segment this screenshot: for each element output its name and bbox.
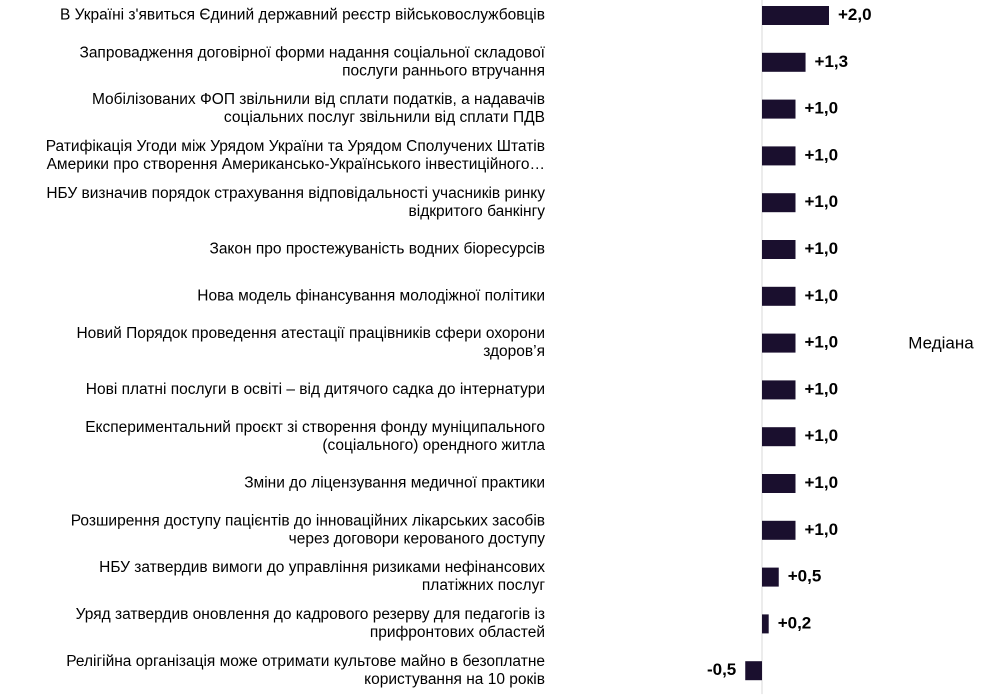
value-label: +1,0 (804, 379, 839, 399)
category-label-line: Розширення доступу пацієнтів до інноваційних лікарських засобів (70, 512, 545, 530)
value-label: +1,3 (814, 51, 849, 71)
bar (762, 334, 796, 353)
category-label (209, 241, 545, 258)
category-label-line: Мобілізованих ФОП звільнили від сплати податків, а надавачів (91, 91, 545, 109)
bar-row (209, 239, 838, 259)
bar-row (46, 185, 838, 220)
legend-label: Медіана (908, 333, 974, 353)
bar-row (76, 606, 812, 641)
value-label: +1,0 (804, 285, 839, 305)
category-label-line: користування на 10 років (364, 670, 545, 688)
category-label (76, 325, 545, 360)
category-label (99, 559, 545, 594)
category-label (46, 185, 545, 220)
category-label (92, 91, 545, 126)
category-label-line: здоров’я (483, 343, 545, 361)
category-label-line: Закон про простежуваність водних біоресурсів (209, 240, 545, 258)
bar (762, 53, 806, 72)
bar-row (60, 5, 872, 25)
category-label (66, 653, 545, 688)
category-label-line: НБУ визначив порядок страхування відповідальності учасників ринку (46, 184, 545, 202)
category-label (86, 381, 545, 398)
value-label: +1,0 (804, 192, 839, 212)
category-label (79, 44, 545, 79)
bar-row (46, 138, 838, 173)
category-label-line: Ратифікація Угоди між Урядом України та Урядом Сполучених Штатів (45, 137, 545, 155)
value-label: +1,0 (804, 238, 839, 258)
bar-row (76, 325, 838, 360)
category-label-line: Запровадження договірної форми надання соціальної складової (79, 44, 545, 62)
value-label: -0,5 (706, 660, 737, 680)
bar (762, 521, 796, 540)
category-label-line: Релігійна організація може отримати культове майно в безоплатне (66, 652, 545, 670)
category-label (46, 138, 545, 173)
value-label: +1,0 (804, 426, 839, 446)
category-label (197, 287, 545, 304)
bar (762, 380, 796, 399)
value-label: +1,0 (804, 145, 839, 165)
category-label-line: В Україні з'явиться Єдиний державний реєстр військовослужбовців (59, 6, 545, 24)
bar (762, 287, 796, 306)
bar-row (244, 473, 838, 493)
value-label: +0,2 (777, 613, 812, 633)
value-label: +1,0 (804, 98, 839, 118)
category-label-line: Уряд затвердив оновлення до кадрового резерву для педагогів із (75, 605, 545, 623)
category-label-line: НБУ затвердив вимоги до управління ризиками нефінансових (99, 559, 545, 577)
value-label: +1,0 (804, 472, 839, 492)
bar (762, 6, 829, 25)
category-label-line: Нова модель фінансування молодіжної політики (197, 287, 545, 305)
category-label-line: відкритого банкінгу (408, 202, 545, 220)
category-label-line: Зміни до ліцензування медичної практики (244, 474, 545, 492)
category-label (244, 475, 545, 492)
bar (745, 661, 762, 680)
bar (762, 193, 796, 212)
bar-row (71, 512, 838, 547)
category-label-line: (соціального) орендного житла (322, 436, 545, 454)
bar-row (85, 419, 838, 454)
value-label: +1,0 (804, 332, 839, 352)
category-label-line: Новий Порядок проведення атестації працівників сфери охорони (76, 325, 545, 343)
category-label-line: платіжних послуг (421, 577, 545, 595)
bar-row (66, 653, 762, 688)
bar-row (92, 91, 838, 126)
bar-row (197, 286, 838, 306)
bar (762, 146, 796, 165)
category-label (60, 7, 545, 24)
category-label-line: Експериментальний проєкт зі створення фонду муніципального (85, 418, 545, 436)
category-label-line: послуги раннього втручання (342, 62, 545, 80)
category-label-line: через договори керованого доступу (288, 530, 545, 548)
value-label: +2,0 (838, 4, 872, 24)
bar (762, 240, 796, 259)
bar (762, 614, 769, 633)
category-label (85, 419, 545, 454)
bar (762, 568, 779, 587)
category-label (76, 606, 545, 641)
category-label-line: соціальних послуг звільнили від сплати ПДВ (223, 109, 545, 127)
bar (762, 100, 796, 119)
category-label (71, 512, 545, 547)
value-label: +0,5 (787, 566, 822, 586)
bar-row (86, 379, 838, 399)
bar-row (79, 44, 848, 79)
category-label-line: прифронтових областей (369, 623, 545, 641)
bar-row (99, 559, 821, 594)
value-label: +1,0 (804, 519, 839, 539)
bar (762, 427, 796, 446)
category-label-line: Нові платні послуги в освіті – від дитячого садка до інтернатури (85, 380, 545, 398)
bar (762, 474, 796, 493)
category-label-line: Америки про створення Американсько-Українського інвестиційного… (46, 155, 545, 173)
